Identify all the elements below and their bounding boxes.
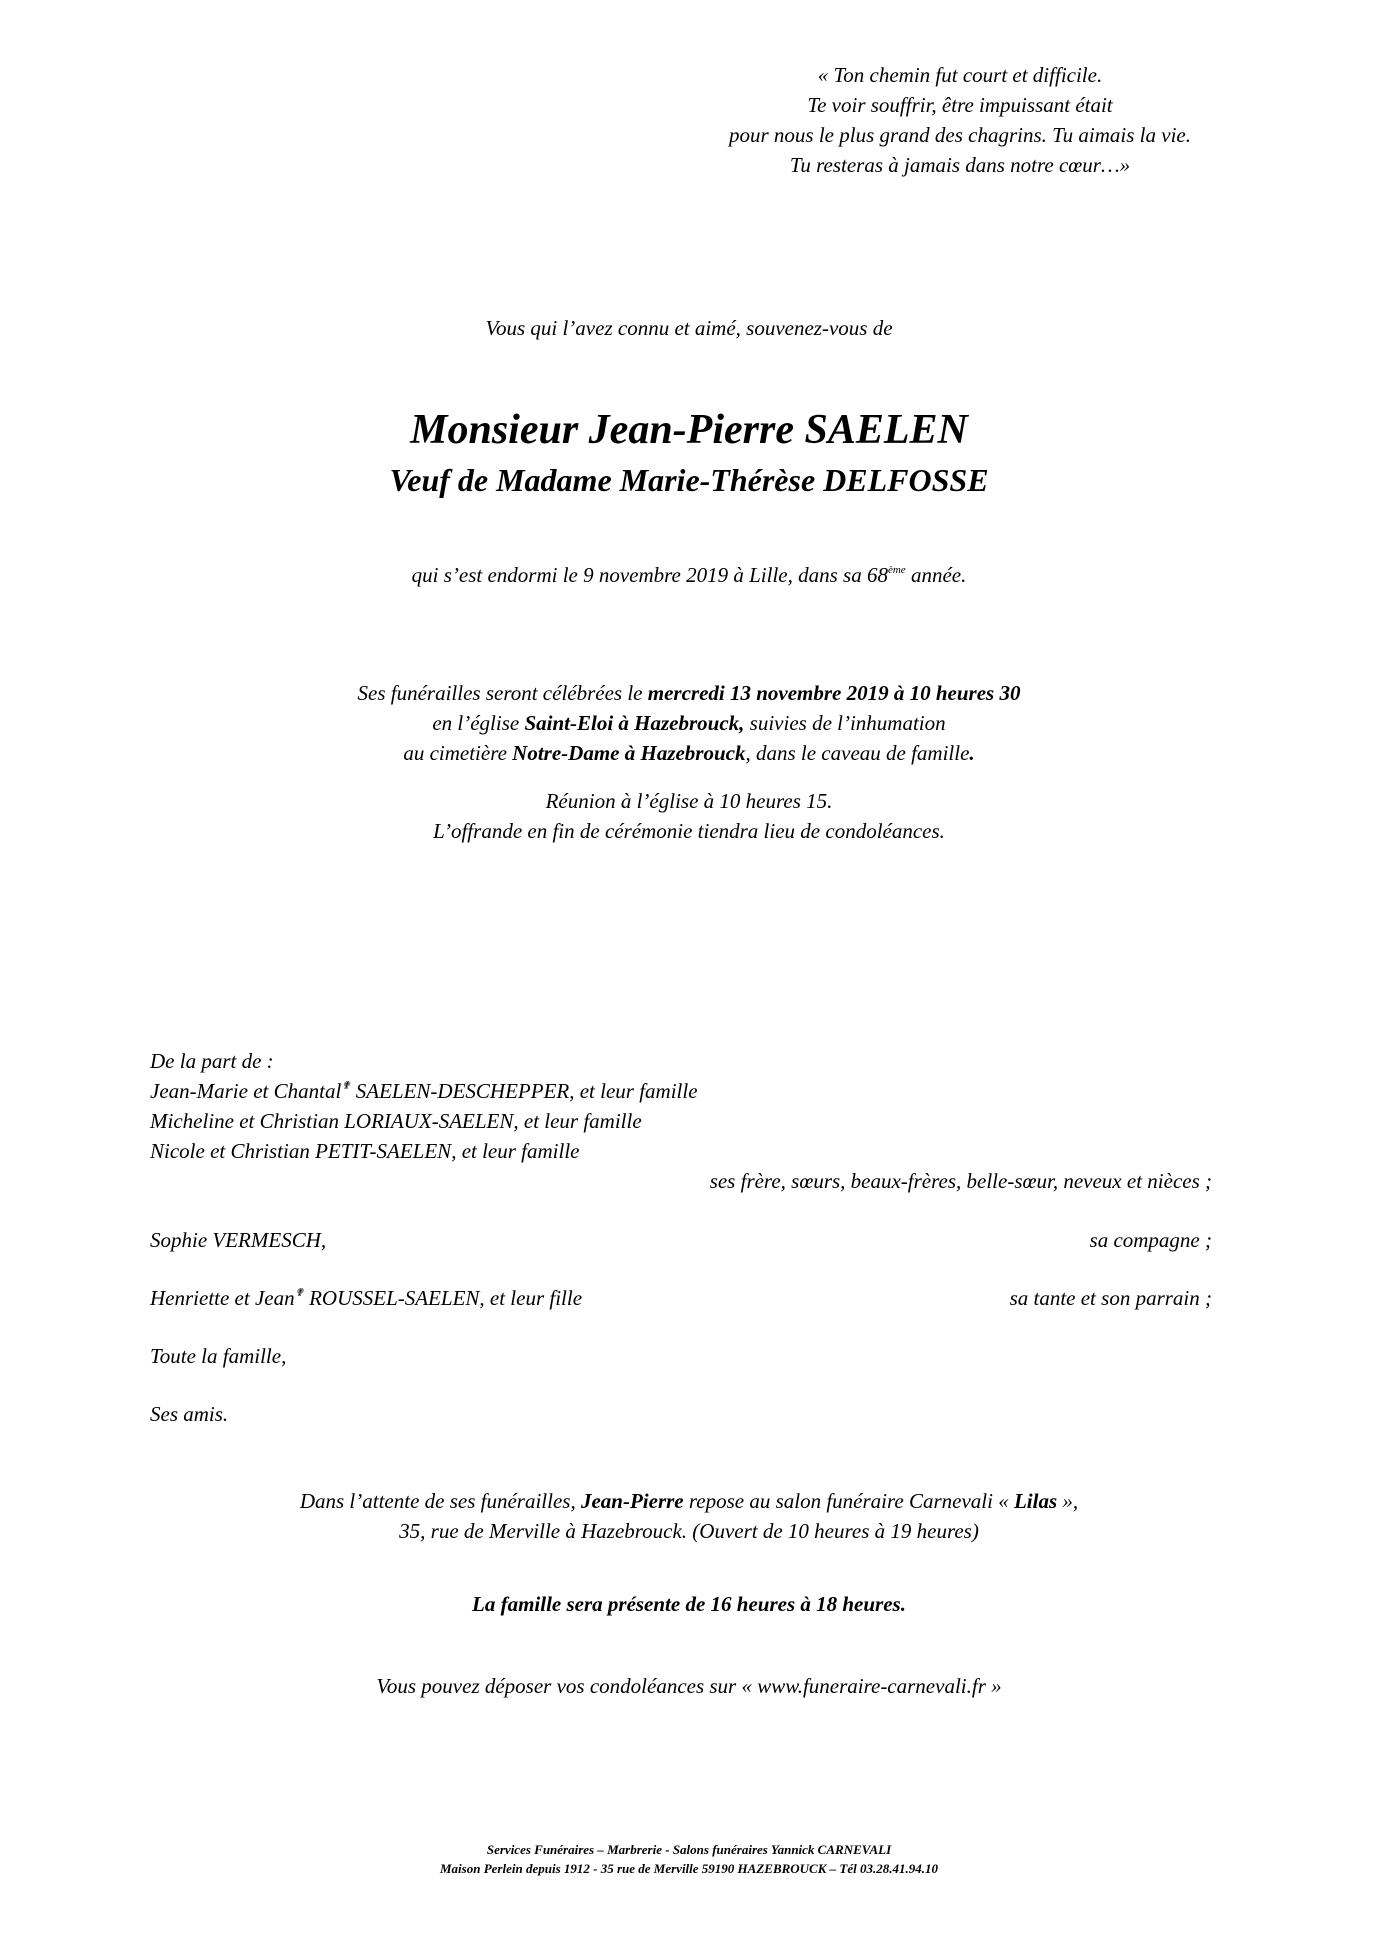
funeral-date: mercredi 13 novembre 2019 à 10 heures 30 [647,681,1021,705]
funeral-text: en l’église [432,711,525,735]
family-header: De la part de : [150,1049,274,1073]
family-member: Micheline et Christian LORIAUX-SAELEN, et leur famille [150,1109,642,1133]
quote-line: Te voir souffrir, être impuissant était [807,93,1113,117]
ordinal-suffix: ème [887,564,906,576]
funeral-text: , dans le caveau de famille [745,741,970,765]
all-family: Toute la famille, [150,1344,287,1368]
condolences-note: Vous pouvez déposer vos condoléances sur « www.funeraire-carnevali.fr » [376,1674,1002,1698]
aunt-name: ROUSSEL-SAELEN, et leur fille [303,1286,583,1310]
quote-line: pour nous le plus grand des chagrins. Tu aimais la vie. [728,123,1191,147]
family-member: Nicole et Christian PETIT-SAELEN, et leur famille [150,1139,580,1163]
salon-line-2: 35, rue de Merville à Hazebrouck. (Ouvert de 10 heures à 19 heures) [399,1519,979,1543]
funeral-period: . [969,741,975,765]
death-text-end: année. [905,563,967,587]
family-member-name: Jean-Marie et Chantal [150,1079,342,1103]
family-member [150,1076,698,1106]
family-member-name: SAELEN-DESCHEPPER, et leur famille [350,1079,698,1103]
funeral-text: suivies de l’inhumation [744,711,946,735]
companion-row [150,1225,1212,1255]
aunt-name: Henriette et Jean [150,1286,295,1310]
friends: Ses amis. [150,1402,229,1426]
death-notice [0,560,1378,590]
family-list [150,1046,698,1166]
aunt-names [150,1283,582,1313]
funeral-text: au cimetière [403,741,513,765]
deceased-name: Monsieur Jean-Pierre SAELEN [410,407,968,453]
quote-line: « Ton chemin fut court et difficile. [817,63,1103,87]
footer-line-1: Services Funéraires – Marbrerie - Salons funéraires Yannick CARNEVALI [486,1842,892,1857]
salon-text: Dans l’attente de ses funérailles, [299,1489,581,1513]
salon-line-1 [0,1486,1378,1516]
widow-of: Veuf de Madame Marie-Thérèse DELFOSSE [389,462,989,498]
presence-note: La famille sera présente de 16 heures à 18 heures. [472,1592,906,1616]
salon-text: », [1057,1489,1079,1513]
quote-line: Tu resteras à jamais dans notre cœur…» [789,153,1131,177]
cemetery-name: Notre-Dame à Hazebrouck [512,741,746,765]
siblings-role: ses frère, sœurs, beaux-frères, belle-sœur, neveux et nièces ; [709,1169,1212,1193]
death-text: qui s’est endormi le 9 novembre 2019 à Lille, dans sa 68 [411,563,888,587]
cross-icon: ✟ [294,1287,304,1299]
companion-name: Sophie VERMESCH, [150,1228,327,1252]
intro-text: Vous qui l’avez connu et aimé, souvenez-vous de [485,316,893,340]
deceased-first-name: Jean-Pierre [580,1489,684,1513]
footer-line-2: Maison Perlein depuis 1912 - 35 rue de Merville 59190 HAZEBROUCK – Tél 03.28.41.94.10 [440,1861,938,1876]
salon-text: repose au salon funéraire Carnevali « [683,1489,1014,1513]
church-name: Saint-Eloi à Hazebrouck, [524,711,745,735]
funeral-line-2 [0,708,1378,738]
aunt-row [150,1283,1212,1313]
salon-room-name: Lilas [1013,1489,1058,1513]
companion-role: sa compagne ; [1089,1228,1212,1252]
meeting-time: Réunion à l’église à 10 heures 15. [545,789,833,813]
funeral-text: Ses funérailles seront célébrées le [357,681,648,705]
cross-icon: ✟ [341,1080,351,1092]
aunt-role: sa tante et son parrain ; [1009,1286,1212,1310]
funeral-line-1 [0,678,1378,708]
offering-note: L’offrande en fin de cérémonie tiendra lieu de condoléances. [433,819,945,843]
opening-quote [630,60,1290,180]
funeral-line-3 [0,738,1378,768]
